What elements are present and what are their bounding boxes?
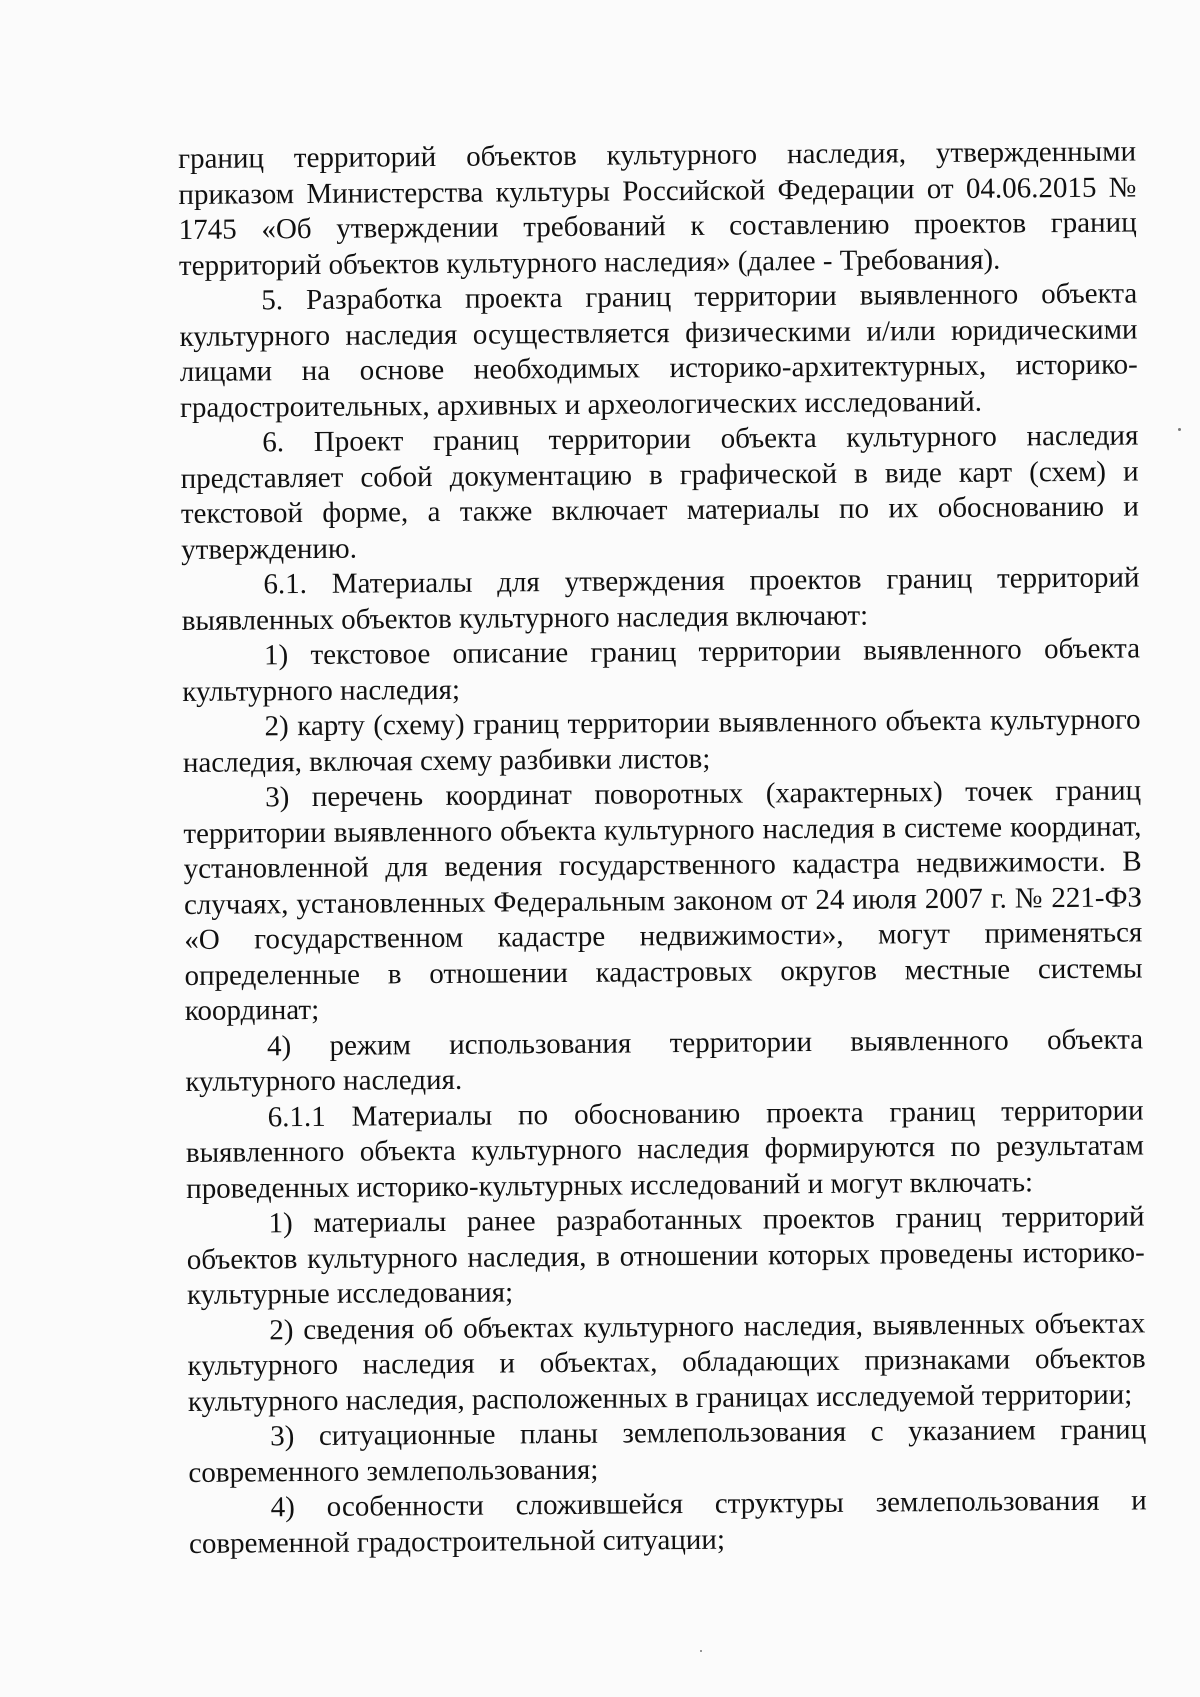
- list-item-6-1-2: 2) карту (схему) границ территории выявленного объекта культурного наследия, включая схему разбивки листов;: [182, 703, 1141, 779]
- paragraph-6-1: 6.1. Материалы для утверждения проектов границ территорий выявленных объектов культурного наследия включают:: [181, 561, 1140, 637]
- scan-speck: [700, 1650, 702, 1652]
- list-item-6-1-1-1: 1) материалы ранее разработанных проектов границ территорий объектов культурного наследия, в отношении которых проведены историко-культурные исследования;: [186, 1200, 1145, 1311]
- document-body: [178, 134, 1147, 1561]
- list-item-6-1-1: 1) текстовое описание границ территории выявленного объекта культурного наследия;: [182, 632, 1141, 708]
- list-item-6-1-1-4: 4) особенности сложившейся структуры землепользования и современной градостроительной ситуации;: [188, 1484, 1147, 1560]
- list-item-6-1-3: 3) перечень координат поворотных (характерных) точек границ территории выявленного объекта культурного наследия в системе координат, установленной для ведения государственного кадастра недвижимости. В случаях, установленных Федеральным законом от 24 июля 2007 г. № 221-ФЗ «О государственном кадастре недвижимости», могут применяться определенные в отношении кадастровых округов местные системы координат;: [183, 774, 1143, 1027]
- paragraph-6: 6. Проект границ территории объекта культурного наследия представляет собой документацию в графической в виде карт (схем) и текстовой форме, а также включает материалы по их обоснованию и утверждению.: [180, 419, 1140, 566]
- list-item-6-1-1-2: 2) сведения об объектах культурного наследия, выявленных объектах культурного наследия и объектах, обладающих признаками объектов культурного наследия, расположенных в границах исследуемой территории;: [187, 1306, 1146, 1418]
- list-item-6-1-4: 4) режим использования территории выявленного объекта культурного наследия.: [185, 1022, 1144, 1098]
- paragraph-5: 5. Разработка проекта границ территории выявленного объекта культурного наследия осуществляется физическими и/или юридическими лицами на основе необходимых историко-архитектурных, историко-градостроительных, архивных и археологических исследований.: [179, 277, 1138, 424]
- scan-speck: [1178, 428, 1181, 431]
- paragraph-continuation: границ территорий объектов культурного наследия, утвержденными приказом Министерства культуры Российской Федерации от 04.06.2015 № 1745 «Об утверждении требований к составлению проектов границ территорий объектов культурного наследия» (далее - Требования).: [178, 135, 1137, 282]
- list-item-6-1-1-3: 3) ситуационные планы землепользования с указанием границ современного землепользования;: [188, 1413, 1147, 1489]
- paragraph-6-1-1: 6.1.1 Материалы по обоснованию проекта границ территории выявленного объекта культурного наследия формируются по результатам проведенных историко-культурных исследований и могут включать:: [185, 1093, 1145, 1205]
